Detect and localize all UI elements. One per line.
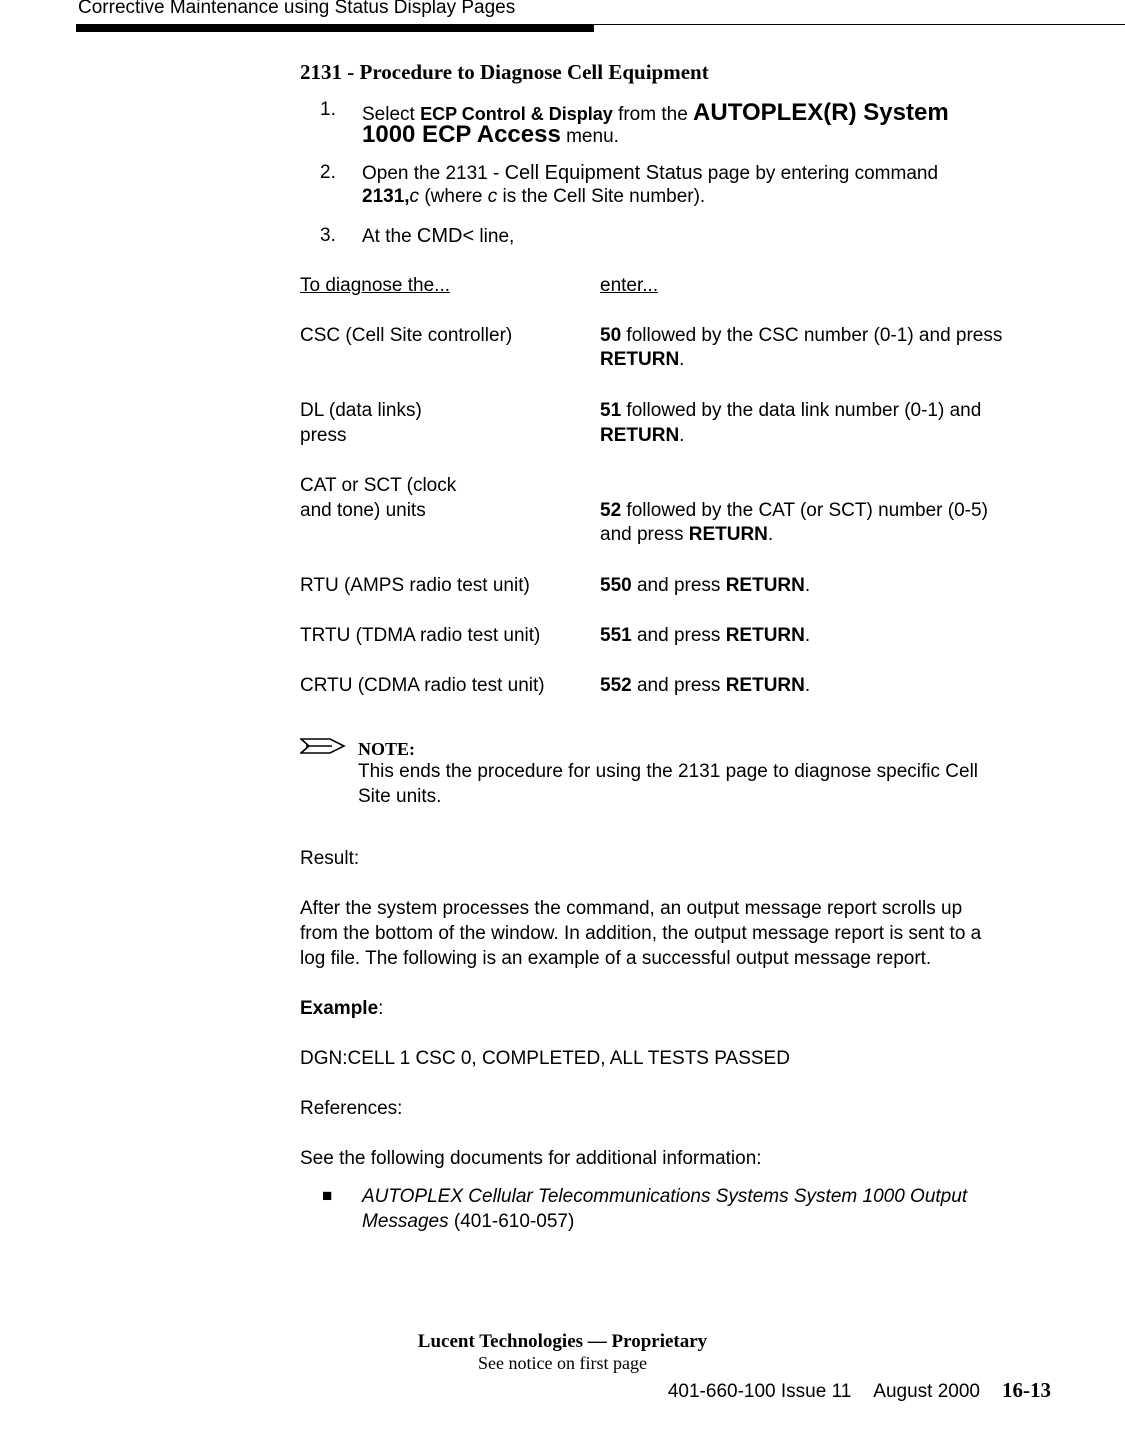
footer-date: August 2000 [873,1381,980,1402]
note-arrow-icon [300,738,346,754]
reference-item-line-2: Messages (401-610-057) [362,1211,575,1232]
footer-notice: See notice on first page [478,1353,647,1373]
table-row-dl-label: DL (data links) [300,400,422,421]
table-row-rtu-entry: 550 and press RETURN. [600,575,811,596]
step-1-number: 1. [320,99,336,120]
step-2-number: 2. [320,162,336,183]
step-3-line: At the CMD< line, [362,225,515,247]
table-row-dl-label-2: press [300,425,347,446]
footer-doc-number: 401-660-100 Issue 11 [667,1381,852,1402]
table-row-rtu-label: RTU (AMPS radio test unit) [300,575,530,596]
header-rule-thick [76,24,594,32]
running-header: Corrective Maintenance using Status Display Pages [78,0,516,18]
footer-company: Lucent Technologies — Proprietary [417,1331,708,1352]
table-row-cat-label-2: and tone) units [300,500,426,521]
example-label: Example: [300,998,384,1019]
step-1-line-2: 1000 ECP Access menu. [362,121,619,148]
result-label: Result: [300,848,360,869]
example-text: DGN:CELL 1 CSC 0, COMPLETED, ALL TESTS PASSED [300,1048,790,1069]
table-row-csc-entry: 50 followed by the CSC number (0-1) and press [600,325,1003,346]
table-header-diagnose: To diagnose the... [300,275,450,296]
table-row-trtu-label: TRTU (TDMA radio test unit) [300,625,541,646]
step-1-line-1: Select ECP Control & Display from the AUTOPLEX(R) System [362,99,949,126]
section-title: 2131 - Procedure to Diagnose Cell Equipment [300,60,709,84]
table-row-cat-entry: 52 followed by the CAT (or SCT) number (0-5) [600,500,988,521]
reference-item-line-1: AUTOPLEX Cellular Telecommunications Systems System 1000 Output [362,1186,968,1207]
table-row-crtu-entry: 552 and press RETURN. [600,675,811,696]
references-label: References: [300,1098,403,1119]
references-intro: See the following documents for additional information: [300,1148,762,1169]
bullet-icon: ■ [322,1186,333,1205]
step-3-number: 3. [320,225,336,246]
table-row-dl-entry-2: RETURN. [600,425,685,446]
table-header-enter: enter... [600,275,659,296]
note-text-line-1: This ends the procedure for using the 2131 page to diagnose specific Cell [358,761,979,782]
page-number: 16-13 [1002,1378,1051,1402]
table-row-cat-label: CAT or SCT (clock [300,475,457,496]
table-row-cat-entry-2: and press RETURN. [600,524,774,545]
step-2-line-1: Open the 2131 - Cell Equipment Status page by entering command [362,162,939,184]
table-row-dl-entry: 51 followed by the data link number (0-1) and [600,400,982,421]
table-row-crtu-label: CRTU (CDMA radio test unit) [300,675,545,696]
note-text-line-2: Site units. [358,786,442,807]
note-label: NOTE: [358,739,416,759]
result-text-1: After the system processes the command, an output message report scrolls up [300,898,963,919]
result-text-2: from the bottom of the window. In addition, the output message report is sent to a [300,923,982,944]
step-2-line-2: 2131,c (where c is the Cell Site number). [362,186,706,207]
result-text-3: log file. The following is an example of a successful output message report. [300,948,932,969]
table-row-trtu-entry: 551 and press RETURN. [600,625,811,646]
footer-doc-info [668,1378,1051,1403]
table-row-csc-entry-2: RETURN. [600,349,685,370]
table-row-csc-label: CSC (Cell Site controller) [300,325,513,346]
